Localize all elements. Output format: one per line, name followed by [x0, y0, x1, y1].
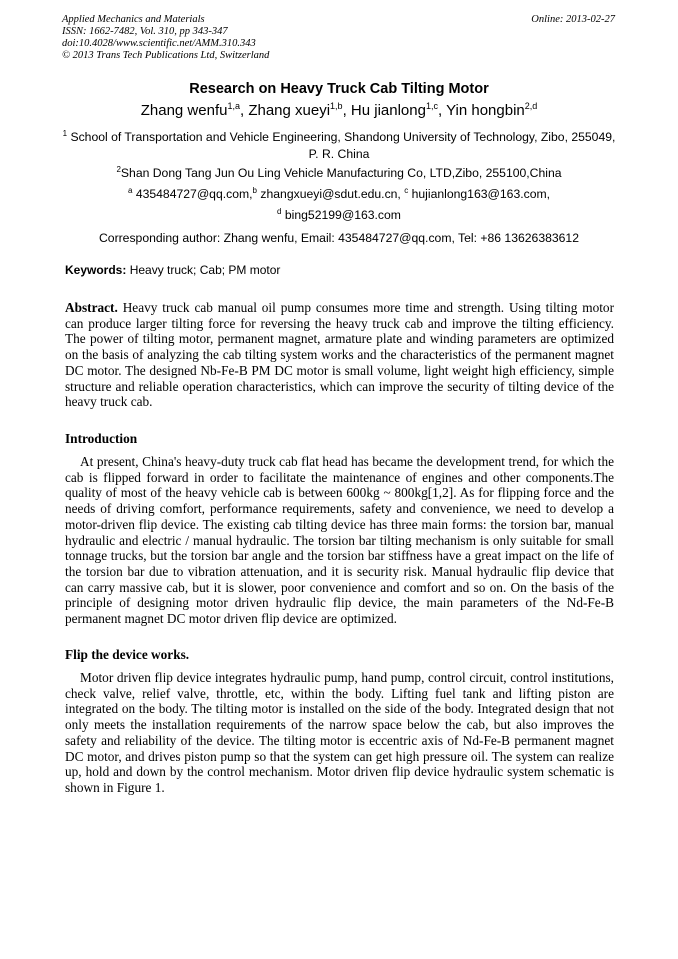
journal-header — [62, 14, 615, 62]
email-link[interactable]: bing52199@163.com — [284, 208, 401, 222]
author-superscript: 1,b — [330, 101, 343, 111]
author-emails-2: $^d$ bing52199@163.com — [277, 207, 401, 222]
affiliation-2: $^2$Shan Dong Tang Jun Ou Ling Vehicle Manufacturing Co, LTD,Zibo, 255100,China — [116, 165, 562, 180]
email-link[interactable]: zhangxueyi@sdut.edu.cn, — [260, 187, 401, 201]
author-list: Zhang wenfu$^{1,a}$, Zhang xueyi$^{1,b}$, Hu jianlong$^{1,c}$, Yin hongbin$^{2,d}$ — [140, 101, 538, 119]
flip-section-text: Motor driven flip device integrates hydraulic pump, hand pump, control circuit, control institutions, check valve, relief valve, throttle, etc, within the body. Lifting fuel tank and lifting piston are integrated on the body. The tilting motor is installed on the side of the body. Integrated design that not only meets the installation requirements of the narrow space below the cab, but also improves the safety and reliability of the device. The tilting motor is eccentric axis of Nd-Fe-B permanent magnet DC motor, and drives piston pump so that the system can get high pressure oil. The system can realize up, hold and down by the control mechanism. Motor driven flip device hydraulic system schematic is shown in Figure 1. — [65, 670, 614, 795]
abstract-label: Abstract. — [65, 300, 118, 315]
author-superscript: 1,a — [227, 101, 240, 111]
section-heading-introduction: Introduction — [65, 431, 138, 446]
online-date: Online: 2013-02-27 — [531, 14, 615, 25]
author-name: Zhang wenfu — [140, 102, 228, 119]
section-heading-flip: Flip the device works. — [65, 647, 190, 662]
abstract-text: Heavy truck cab manual oil pump consumes more time and strength. Using tilting motor can produce larger tilting force for reversing the heavy truck cab and improve the tilting efficiency. The power of tilting motor, permanent magnet, armature plate and winding parameters are optimized on the basis of analyzing the cab tilting system works and the characteristics of the permanent magnet DC motor. The designed Nb-Fe-B PM DC motor is small volume, light weight high efficiency, simple structure and reliable operation characteristics, which can improve the security of tilting device of the heavy truck cab. — [65, 300, 614, 410]
doi-line: doi:10.4028/www.scientific.net/AMM.310.343 — [62, 38, 256, 49]
author-name: Zhang xueyi — [248, 102, 331, 119]
journal-name: Applied Mechanics and Materials — [62, 14, 205, 25]
author-emails: $^a$ 435484727@qq.com,$^b$ zhangxueyi@sdut.edu.cn, $^c$ hujianlong163@163.com, — [127, 186, 551, 201]
author-name: Yin hongbin — [446, 102, 525, 119]
copyright-line: © 2013 Trans Tech Publications Ltd, Switzerland — [62, 50, 270, 61]
introduction-text: At present, China's heavy-duty truck cab flat head has became the development trend, for which the cab is flipped forward in order to facilitate the maintenance of engines and other components.The quality of most of the heavy vehicle cab is between 600kg ~ 800kg[1,2]. As for flipping force and the needs of driving comfort, performance requirements, safety and convenience, we need to develop a motor-driven flip device. The existing cab tilting device has three main forms: the torsion bar, manual hydraulic and electric / manual hydraulic. The torsion bar tilting mechanism is only suitable for small tonnage trucks, but the torsion bar angle and the torsion bar stiffness have a great impact on the life of the torsion bar due to vibration attenuation, and it is security risk. Manual hydraulic flip device that can carry massive cab, but it is slower, poor convenience and comfort and so on. On the basis of the principle of designing motor driven hydraulic flip device, the main parameters of the Nd-Fe-B permanent magnet DC motor driven flip device are optimized. — [65, 454, 614, 627]
email-link[interactable]: hujianlong163@163.com, — [411, 187, 551, 201]
keywords: Keywords: Heavy truck; Cab; PM motor — [65, 263, 281, 277]
issn-line: ISSN: 1662-7482, Vol. 310, pp 343-347 — [62, 26, 228, 37]
paper-title: Research on Heavy Truck Cab Tilting Motor — [189, 81, 489, 97]
author-superscript: 1,c — [425, 101, 438, 111]
author-name: Hu jianlong — [350, 102, 426, 119]
affiliation-1: $^1$ School of Transportation and Vehicle Engineering, Shandong University of Technology, Zibo, 255049, P. R. China — [62, 129, 616, 161]
email-link[interactable]: 435484727@qq.com, — [135, 187, 253, 201]
author-superscript: 2,d — [524, 101, 538, 111]
corresponding-author: Corresponding author: Zhang wenfu, Email: 435484727@qq.com, Tel: +86 13626383612 — [98, 231, 579, 245]
abstract — [65, 300, 614, 410]
